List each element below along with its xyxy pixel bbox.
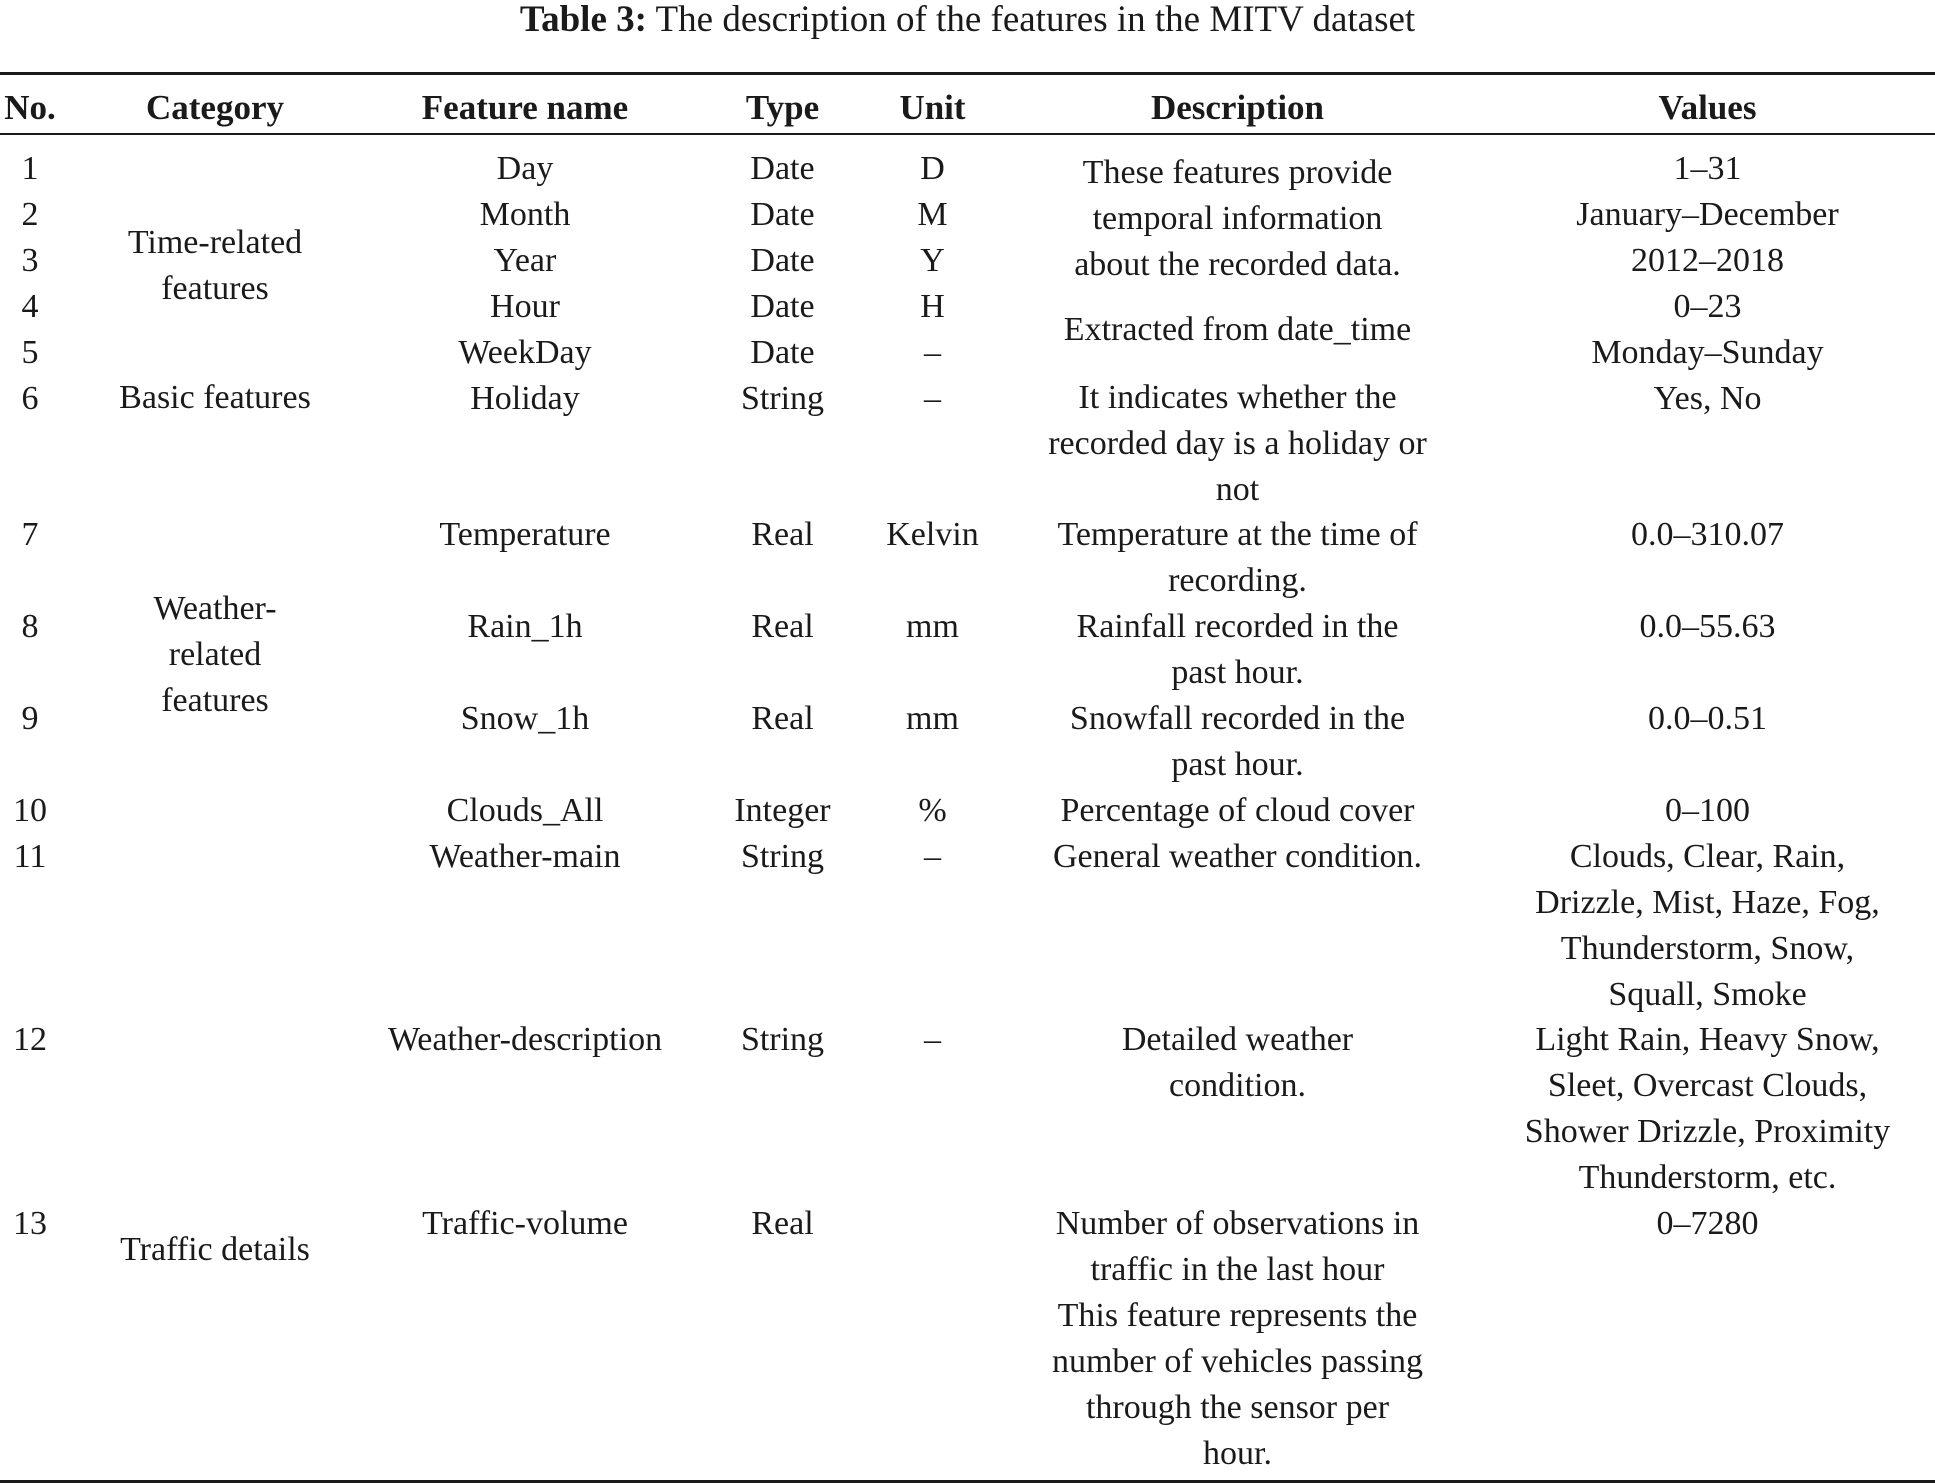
description-traffic: traffic in the last hour <box>1090 1251 1385 1288</box>
row-number: 4 <box>21 288 39 325</box>
feature-name: Rain_1h <box>467 608 583 645</box>
feature-unit: H <box>920 288 945 325</box>
header-type: Type <box>745 88 820 127</box>
description-holiday: It indicates whether the <box>1078 379 1397 416</box>
feature-type: Real <box>751 516 814 553</box>
feature-values: 0–23 <box>1673 288 1742 325</box>
feature-unit: Y <box>920 242 945 279</box>
feature-values: 0–100 <box>1665 792 1750 829</box>
table-top-rule <box>0 72 1935 75</box>
feature-unit: mm <box>906 608 959 645</box>
description-snow: Snowfall recorded in the <box>1069 700 1406 737</box>
description-traffic: hour. <box>1203 1435 1272 1472</box>
feature-name: Hour <box>490 288 560 325</box>
description-holiday: not <box>1215 471 1260 508</box>
table-caption-label: Table 3: <box>519 0 647 40</box>
feature-type: Date <box>750 150 815 187</box>
feature-values: 0.0–55.63 <box>1639 608 1776 645</box>
category-weather-related: Weather- <box>153 590 277 627</box>
feature-type: Real <box>751 608 814 645</box>
feature-values: 1–31 <box>1673 150 1742 187</box>
feature-type: Date <box>750 196 815 233</box>
feature-name: Clouds_All <box>446 792 604 829</box>
feature-values: 0–7280 <box>1656 1205 1759 1242</box>
feature-values: Light Rain, Heavy Snow, <box>1535 1021 1880 1058</box>
category-time-related: features <box>161 270 269 307</box>
row-number: 3 <box>21 242 39 279</box>
feature-type: String <box>740 380 825 417</box>
feature-type: Real <box>751 700 814 737</box>
feature-unit: – <box>924 838 941 875</box>
feature-values: 0.0–310.07 <box>1631 516 1784 553</box>
header-values: Values <box>1658 88 1757 127</box>
description-traffic: through the sensor per <box>1085 1389 1390 1426</box>
feature-unit: % <box>918 792 947 829</box>
feature-name: Weather-description <box>387 1021 663 1058</box>
feature-name: Holiday <box>470 380 580 417</box>
feature-type: Date <box>750 242 815 279</box>
description-traffic: This feature represents the <box>1057 1297 1418 1334</box>
description-snow: past hour. <box>1171 746 1304 783</box>
feature-values: Monday–Sunday <box>1591 334 1824 371</box>
feature-unit: – <box>924 334 941 371</box>
description-traffic: Number of observations in <box>1055 1205 1420 1242</box>
table-caption-text: The description of the features in the MITV dataset <box>655 0 1416 40</box>
feature-name: Snow_1h <box>460 700 590 737</box>
feature-unit: M <box>917 196 948 233</box>
feature-name: WeekDay <box>458 334 592 371</box>
feature-type: Date <box>750 288 815 325</box>
category-basic: Basic features <box>119 379 311 416</box>
description-weather-desc: Detailed weather <box>1121 1021 1354 1058</box>
value-weather-main: Squall, Smoke <box>1608 976 1807 1013</box>
row-number: 10 <box>13 792 47 829</box>
row-number: 2 <box>21 196 39 233</box>
row-number: 6 <box>21 380 39 417</box>
feature-values: 2012–2018 <box>1631 242 1784 279</box>
row-number: 12 <box>13 1021 47 1058</box>
feature-name: Year <box>493 242 557 279</box>
row-number: 11 <box>13 838 47 875</box>
value-weather-desc: Thunderstorm, etc. <box>1578 1159 1837 1196</box>
feature-name: Month <box>479 196 571 233</box>
feature-values: January–December <box>1576 196 1839 233</box>
feature-name: Temperature <box>439 516 611 553</box>
header-unit: Unit <box>899 88 966 127</box>
category-weather-related: related <box>168 636 262 673</box>
description-traffic: number of vehicles passing <box>1051 1343 1424 1380</box>
header-feature-name: Feature name <box>421 88 629 127</box>
feature-values: Clouds, Clear, Rain, <box>1569 838 1846 875</box>
description-weather-desc: condition. <box>1169 1067 1306 1104</box>
feature-unit: D <box>920 150 945 187</box>
feature-unit: mm <box>906 700 959 737</box>
feature-unit: – <box>924 380 941 417</box>
category-weather-related: features <box>161 682 269 719</box>
feature-unit: Kelvin <box>886 516 979 553</box>
description-temperature: Temperature at the time of <box>1057 516 1418 553</box>
description-rain: Rainfall recorded in the <box>1076 608 1399 645</box>
feature-name: Traffic-volume <box>422 1205 628 1242</box>
feature-name: Day <box>496 150 554 187</box>
feature-name: Weather-main <box>429 838 621 875</box>
value-weather-desc: Shower Drizzle, Proximity <box>1524 1113 1891 1150</box>
row-number: 5 <box>21 334 39 371</box>
feature-type: Real <box>751 1205 814 1242</box>
feature-unit: – <box>924 1021 941 1058</box>
header-no: No. <box>4 88 56 127</box>
row-number: 8 <box>21 608 39 645</box>
feature-type: String <box>740 838 825 875</box>
description-weather-main: General weather condition. <box>1052 838 1423 875</box>
description-temporal: These features provide <box>1082 154 1393 191</box>
value-weather-desc: Sleet, Overcast Clouds, <box>1547 1067 1868 1104</box>
description-rain: past hour. <box>1171 654 1304 691</box>
table-header-rule <box>0 133 1935 135</box>
feature-type: String <box>740 1021 825 1058</box>
row-number: 9 <box>21 700 39 737</box>
feature-type: Date <box>750 334 815 371</box>
row-number: 1 <box>21 150 39 187</box>
header-category: Category <box>145 88 284 127</box>
feature-type: Integer <box>734 792 831 829</box>
description-extracted: Extracted from date_time <box>1063 311 1412 348</box>
feature-values: 0.0–0.51 <box>1648 700 1767 737</box>
category-time-related: Time-related <box>127 224 303 261</box>
description-temporal: about the recorded data. <box>1074 246 1401 283</box>
header-description: Description <box>1150 88 1325 127</box>
description-holiday: recorded day is a holiday or <box>1048 425 1427 462</box>
description-temperature: recording. <box>1168 562 1307 599</box>
category-traffic-details: Traffic details <box>120 1231 310 1268</box>
description-temporal: temporal information <box>1092 200 1383 237</box>
row-number: 13 <box>13 1205 47 1242</box>
value-weather-main: Drizzle, Mist, Haze, Fog, <box>1535 884 1880 921</box>
row-number: 7 <box>21 516 39 553</box>
description-clouds: Percentage of cloud cover <box>1060 792 1415 829</box>
table-caption <box>0 0 1935 40</box>
feature-values: Yes, No <box>1653 380 1762 417</box>
value-weather-main: Thunderstorm, Snow, <box>1560 930 1855 967</box>
